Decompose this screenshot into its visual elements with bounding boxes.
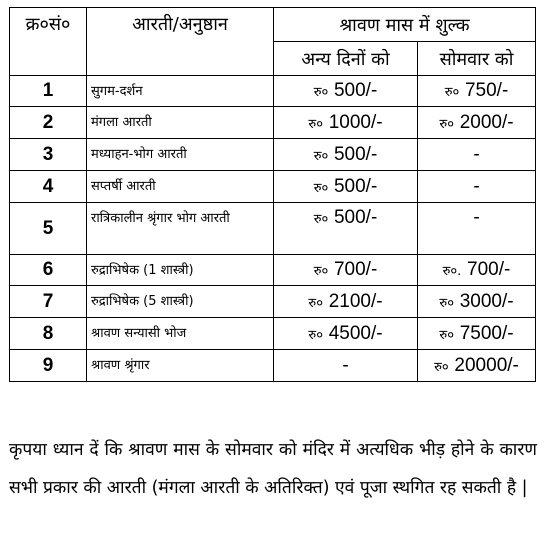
fee-amount: -: [342, 354, 349, 376]
table-row: [10, 139, 536, 171]
ritual-name: मंगला आरती: [87, 107, 274, 139]
ritual-name: श्रावण सन्यासी भोज: [87, 318, 274, 350]
ritual-name: रात्रिकालीन श्रृंगार भोग आरती: [87, 203, 274, 255]
table-row: [10, 76, 536, 107]
fee-monday: [418, 350, 536, 382]
fee-other-days: [274, 139, 418, 171]
fee-other-days: [274, 107, 418, 139]
currency-symbol: रु०: [313, 264, 329, 279]
fee-other-days: [274, 286, 418, 318]
fee-monday: [418, 76, 536, 107]
table-row: [10, 203, 536, 255]
table-row: [10, 350, 536, 382]
fee-amount: -: [473, 175, 480, 197]
notice-text: कृपया ध्यान दें कि श्रावण मास के सोमवार को मंदिर में अत्यधिक भीड़ होने के कारण सभी प्रकार की आरती (मंगला आरती के अतिरिक्त) एवं पूजा स्थगित रह सकती है |: [9, 440, 537, 499]
table-row: [10, 318, 536, 350]
fee-amount: -: [473, 143, 480, 165]
fee-other-days: [274, 203, 418, 255]
serial-number: 9: [10, 350, 87, 382]
fee-monday: [418, 318, 536, 350]
fee-other-days: [274, 171, 418, 203]
table-row: [10, 255, 536, 286]
fee-monday: [418, 171, 536, 203]
ritual-name: मध्याहन-भोग आरती: [87, 139, 274, 171]
ritual-name: सुगम-दर्शन: [87, 76, 274, 107]
currency-symbol: रु०: [308, 116, 323, 132]
serial-number: 3: [10, 139, 87, 171]
ritual-name: रुद्राभिषेक (1 शास्त्री): [87, 255, 274, 286]
fee-monday: [418, 139, 536, 171]
serial-number: 1: [10, 76, 87, 107]
serial-number: 7: [10, 286, 87, 318]
serial-number: 4: [10, 171, 87, 203]
serial-number: 8: [10, 318, 87, 350]
fee-amount: 700/-: [467, 259, 511, 280]
fee-amount: 500/-: [333, 207, 378, 228]
fee-amount: 3000/-: [459, 290, 514, 312]
header-ritual: आरती/अनुष्ठान: [87, 8, 274, 76]
currency-symbol: रु०: [313, 180, 329, 196]
fee-monday: [418, 107, 536, 139]
fee-amount: 1000/-: [328, 111, 383, 133]
table-row: [10, 107, 536, 139]
table-row: [10, 286, 536, 318]
currency-symbol: रु०: [308, 327, 323, 343]
fee-other-days: [274, 76, 418, 107]
header-other-days: अन्य दिनों को: [274, 42, 418, 76]
serial-number: 6: [10, 255, 87, 286]
fee-monday: [418, 203, 536, 255]
fee-other-days: [274, 350, 418, 382]
header-fee-group: श्रावण मास में शुल्क: [274, 8, 536, 42]
fee-amount: 500/-: [333, 80, 378, 101]
fee-amount: 4500/-: [328, 322, 383, 344]
currency-symbol: रु०: [439, 116, 454, 132]
fee-amount: 7500/-: [459, 322, 514, 344]
fee-amount: 500/-: [333, 143, 378, 165]
serial-number: 2: [10, 107, 87, 139]
fee-amount: 2000/-: [459, 111, 514, 133]
currency-symbol: रु०: [308, 295, 323, 311]
currency-symbol: रु०: [434, 359, 449, 375]
ritual-name: सप्तर्षी आरती: [87, 171, 274, 203]
header-serial: क्र०सं०: [10, 8, 87, 76]
fee-other-days: [274, 255, 418, 286]
ritual-name: रुद्राभिषेक (5 शास्त्री): [87, 286, 274, 318]
currency-symbol: रु०: [313, 85, 329, 100]
fee-amount: -: [473, 207, 480, 228]
ritual-name: श्रावण श्रृंगार: [87, 350, 274, 382]
fee-amount: 700/-: [333, 259, 378, 280]
currency-symbol: रु०: [313, 148, 329, 164]
currency-symbol: रु०: [313, 212, 329, 227]
sawan-fee-table: [9, 7, 536, 382]
currency-symbol: रु०: [439, 327, 454, 343]
serial-number: 5: [10, 203, 87, 255]
fee-amount: 750/-: [464, 80, 509, 101]
fee-other-days: [274, 318, 418, 350]
fee-amount: 2100/-: [328, 290, 383, 312]
header-monday: सोमवार को: [418, 42, 536, 76]
fee-monday: [418, 255, 536, 286]
table-row: [10, 171, 536, 203]
fee-amount: 20000/-: [454, 354, 519, 376]
fee-monday: [418, 286, 536, 318]
fee-amount: 500/-: [333, 175, 378, 197]
currency-symbol: रु०.: [442, 264, 462, 279]
currency-symbol: रु०: [444, 85, 460, 100]
currency-symbol: रु०: [439, 295, 454, 311]
